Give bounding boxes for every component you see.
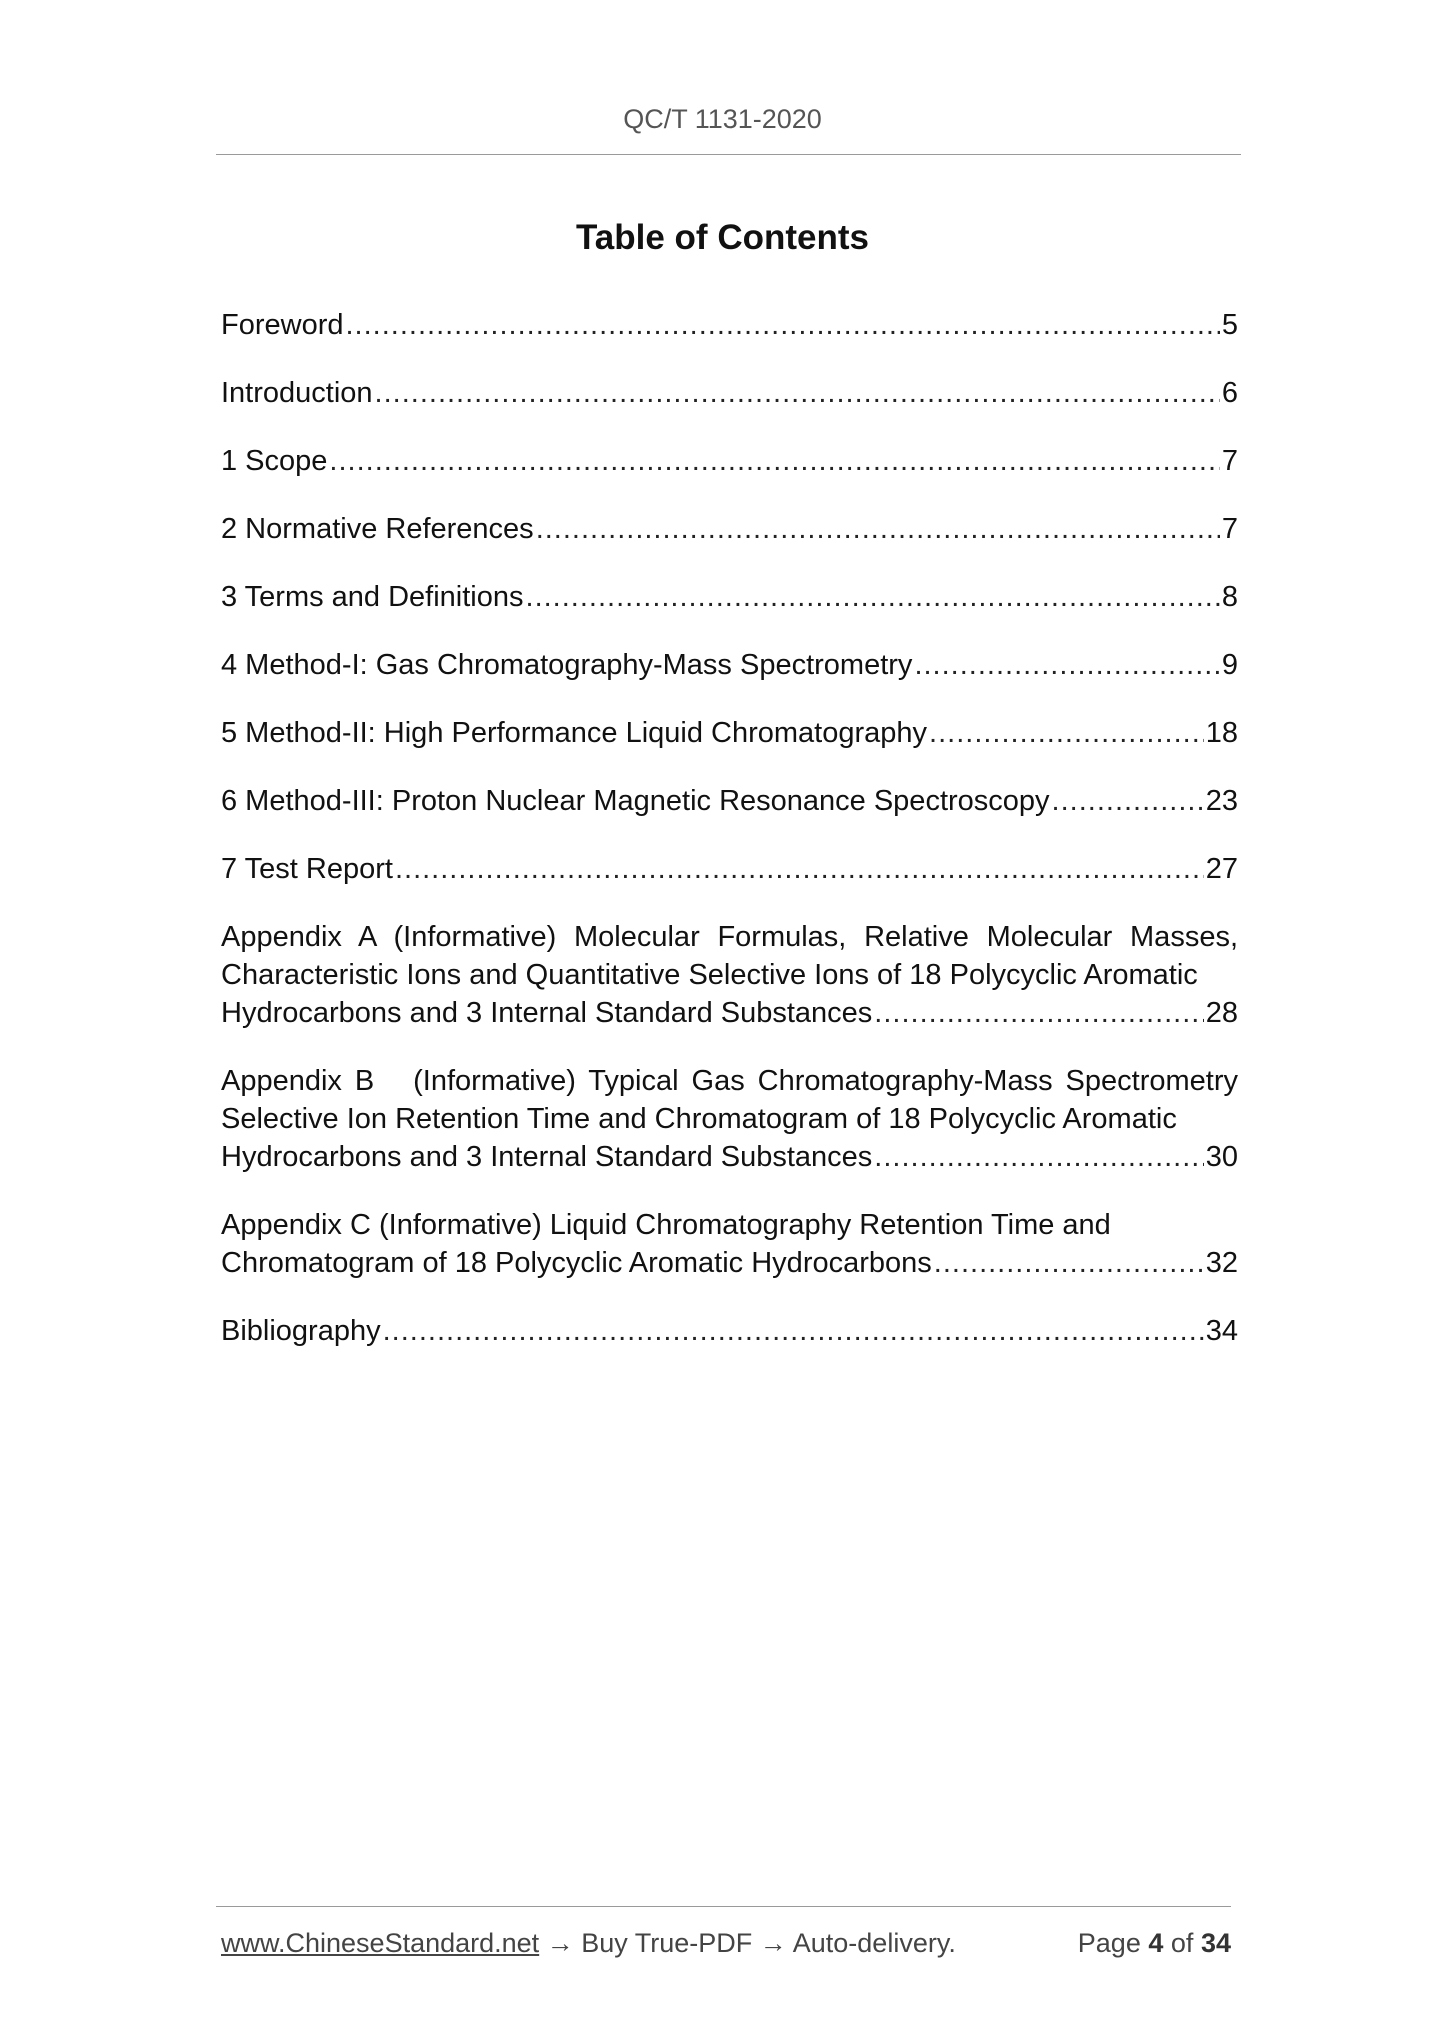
toc-entry-terms-definitions[interactable] [221, 578, 1238, 616]
toc-entry-title: 7 Test Report [221, 853, 393, 885]
toc-entry-bibliography[interactable] [221, 1312, 1238, 1350]
toc-entry-scope[interactable] [221, 442, 1238, 480]
toc-entry-title-tail: Hydrocarbons and 3 Internal Standard Substances [221, 997, 873, 1029]
toc-entry-method-1[interactable] [221, 646, 1238, 684]
toc-page-number: 8 [1221, 581, 1238, 613]
toc-entry-title: 6 Method-III: Proton Nuclear Magnetic Resonance Spectroscopy [221, 785, 1050, 817]
toc-entry-title: 3 Terms and Definitions [221, 581, 524, 613]
header-divider [216, 154, 1241, 155]
toc-entry-method-3[interactable] [221, 782, 1238, 820]
toc-entry-title: 1 Scope [221, 445, 328, 477]
footer-promo [221, 1928, 956, 1959]
toc-entry-title-tail: Chromatogram of 18 Polycyclic Aromatic Hydrocarbons [221, 1247, 932, 1279]
footer-website-link[interactable]: www.ChineseStandard.net [221, 1928, 540, 1958]
toc-entry-title: Foreword [221, 309, 344, 341]
toc-page-number: 9 [1221, 649, 1238, 681]
toc-dot-leader [375, 374, 1220, 412]
footer-divider [216, 1906, 1231, 1907]
toc-page-number: 5 [1221, 309, 1238, 341]
toc-page-number: 27 [1205, 853, 1238, 885]
toc-entry-title: Bibliography [221, 1315, 381, 1347]
page-total-number: 34 [1200, 1928, 1231, 1958]
toc-dot-leader [329, 442, 1219, 480]
toc-entry-title-tail: Hydrocarbons and 3 Internal Standard Substances [221, 1141, 873, 1173]
table-of-contents [221, 306, 1238, 1380]
toc-page-number: 28 [1205, 997, 1238, 1029]
toc-entry-appendix-b[interactable] [221, 1062, 1238, 1176]
toc-entry-title-lead: Appendix B (Informative) Typical Gas Chromatography-Mass Spectrometry Selective Ion Retention Time and Chromatogram of 18 Polycyclic Aromatic [221, 1065, 1238, 1135]
toc-entry-appendix-c[interactable] [221, 1206, 1238, 1282]
toc-dot-leader [383, 1312, 1204, 1350]
toc-entry-title-lead: Appendix A (Informative) Molecular Formulas, Relative Molecular Masses, Characteristic Ions and Quantitative Selective Ions of 18 Polycyclic Aromatic [221, 921, 1238, 991]
toc-entry-title: 5 Method-II: High Performance Liquid Chromatography [221, 717, 928, 749]
toc-dot-leader [874, 1138, 1203, 1176]
toc-page-number: 30 [1205, 1141, 1238, 1173]
toc-dot-leader [934, 1244, 1204, 1282]
page-of-label: of [1170, 1928, 1194, 1958]
page-footer [221, 1928, 1231, 1959]
toc-entry-introduction[interactable] [221, 374, 1238, 412]
toc-page-number: 18 [1205, 717, 1238, 749]
toc-dot-leader [346, 306, 1220, 344]
toc-entry-foreword[interactable] [221, 306, 1238, 344]
toc-dot-leader [874, 994, 1203, 1032]
toc-entry-title-lead: Appendix C (Informative) Liquid Chromatography Retention Time and [221, 1209, 1111, 1241]
toc-entry-title: Introduction [221, 377, 373, 409]
toc-dot-leader [395, 850, 1204, 888]
toc-title: Table of Contents [576, 218, 869, 257]
toc-dot-leader [929, 714, 1204, 752]
toc-page-number: 23 [1205, 785, 1238, 817]
page-current-number: 4 [1148, 1928, 1164, 1958]
toc-entry-title: 4 Method-I: Gas Chromatography-Mass Spectrometry [221, 649, 913, 681]
toc-page-number: 7 [1221, 513, 1238, 545]
toc-page-number: 32 [1205, 1247, 1238, 1279]
toc-dot-leader [536, 510, 1220, 548]
toc-entry-title: 2 Normative References [221, 513, 534, 545]
toc-page-number: 6 [1221, 377, 1238, 409]
toc-page-number: 34 [1205, 1315, 1238, 1347]
header-document-code: QC/T 1131-2020 [623, 104, 822, 134]
toc-entry-appendix-a[interactable] [221, 918, 1238, 1032]
toc-dot-leader [914, 646, 1219, 684]
toc-entry-test-report[interactable] [221, 850, 1238, 888]
page-label: Page [1077, 1928, 1141, 1958]
toc-entry-method-2[interactable] [221, 714, 1238, 752]
footer-tagline: → Buy True-PDF → Auto-delivery. [546, 1928, 956, 1958]
toc-dot-leader [1052, 782, 1204, 820]
toc-dot-leader [526, 578, 1220, 616]
toc-page-number: 7 [1221, 445, 1238, 477]
page-indicator [1078, 1928, 1231, 1959]
toc-entry-normative-references[interactable] [221, 510, 1238, 548]
